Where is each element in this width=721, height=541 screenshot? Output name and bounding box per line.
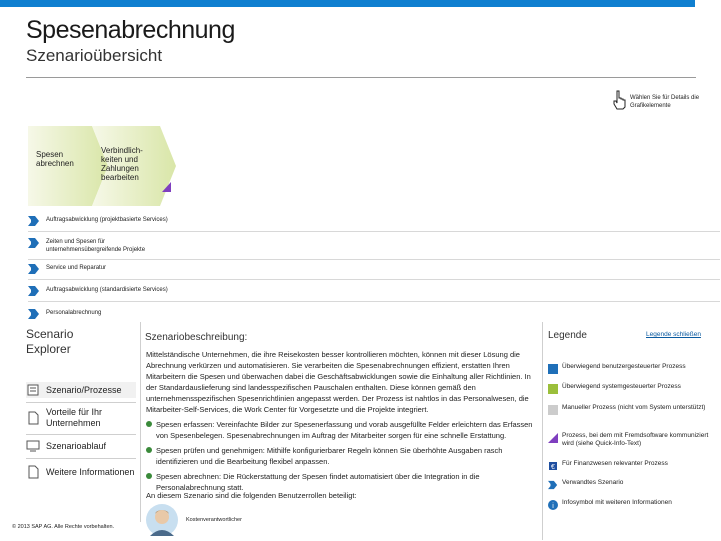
top-accent-bar [0, 0, 695, 7]
avatar[interactable] [146, 504, 178, 536]
screen-icon [26, 439, 40, 453]
roles-intro: An diesem Szenario sind die folgenden Benutzerrollen beteiligt: [146, 491, 357, 500]
nav-divider [26, 402, 136, 403]
document-icon [26, 465, 40, 479]
legend-title: Legende [548, 330, 587, 341]
legend-item [548, 383, 720, 394]
svg-text:i: i [552, 503, 554, 510]
legend-label: Überwiegend benutzergesteuerter Prozess [562, 363, 686, 370]
chevron-right-icon [28, 216, 40, 226]
description-bullet [146, 419, 540, 441]
legend-close-link[interactable]: Legende schließen [646, 331, 701, 338]
legend-item [548, 432, 720, 448]
legend-label: Für Finanzwesen relevanter Prozess [562, 460, 668, 467]
copyright: © 2013 SAP AG. Alle Rechte vorbehalten. [12, 524, 115, 530]
legend-label: Verwandtes Szenario [562, 479, 624, 486]
legend-item [548, 363, 720, 374]
legend-label: Prozess, bei dem mit Fremdsoftware kommuniziert wird (siehe Quick-Info-Text) [562, 432, 709, 447]
legend-item [548, 479, 720, 490]
chevron-right-icon [28, 238, 40, 248]
chevron-right-icon [28, 286, 40, 296]
scenario-item[interactable] [28, 309, 101, 319]
chevron-right-icon [28, 309, 40, 319]
svg-text:€: € [551, 464, 555, 471]
bullet-icon [146, 473, 152, 479]
bullet-text: Spesen erfassen: Vereinfachte Bilder zur Spesenerfassung und vorab ausgefüllte Felder erleichtern das Erfassen von Spesenbelegen. Spesenabrechnungen im Auftrag der Mitarbeiter sorgen für eine schnelle Erstattung. [156, 420, 533, 440]
legend-label: Manueller Prozess (nicht vom System unterstützt) [562, 404, 706, 411]
scenario-divider [28, 231, 720, 232]
legend-swatch [548, 384, 558, 394]
description-bullet [146, 471, 540, 493]
nav-divider [26, 434, 136, 435]
person-icon [146, 504, 178, 536]
process-step-label-1: Spesen abrechnen [36, 150, 74, 168]
bullet-text: Spesen abrechnen: Die Rückerstattung der Spesen findet automatisiert über die Integration in die Personalabrechnung statt. [156, 472, 480, 492]
scenario-item[interactable] [28, 216, 168, 226]
finance-icon [548, 461, 558, 471]
nav-divider [26, 458, 136, 459]
nav-item-flow[interactable] [26, 439, 136, 453]
legend-item [548, 460, 720, 471]
legend-label: Überwiegend systemgesteuerter Prozess [562, 383, 681, 390]
scenario-item[interactable] [28, 264, 106, 274]
legend-item [548, 404, 720, 415]
scenario-divider [28, 301, 720, 302]
nav-label: Weitere Informationen [46, 466, 135, 477]
process-flow [28, 126, 218, 206]
hint-box [612, 90, 712, 110]
scenario-label: Service und Reparatur [46, 265, 107, 271]
nav-item-more-info[interactable] [26, 465, 136, 479]
legend-swatch [548, 405, 558, 415]
scenario-item[interactable] [28, 238, 176, 254]
scenario-divider [28, 259, 720, 260]
nav-item-scenario-processes[interactable] [26, 382, 136, 398]
legend-label: Infosymbol mit weiteren Informationen [562, 499, 672, 506]
process-step-label-2: Verbindlich-keiten und Zahlungen bearbeiten [101, 146, 143, 182]
description-label: Szenariobeschreibung: [145, 332, 248, 343]
scenario-divider [28, 279, 720, 280]
document-icon [26, 411, 40, 425]
chevron-right-icon [548, 480, 558, 490]
scenario-item[interactable] [28, 286, 168, 296]
hand-pointer-icon [612, 90, 626, 110]
info-icon [548, 500, 558, 510]
bullet-icon [146, 447, 152, 453]
legend-swatch [548, 364, 558, 374]
role-name: Kostenverantwortlicher [186, 517, 242, 523]
nav-item-benefits[interactable] [26, 406, 136, 430]
scenario-label: Personalabrechnung [46, 310, 102, 316]
description-intro: Mittelständische Unternehmen, die ihre Reisekosten besser kontrollieren möchten, können mit dieser Lösung die Abrechnung verkürzen und automatisieren. Sie verarbeiten die Spesenabrechnungen effizient, erstatten Ihren Mitarbeitern die Spesen und überwachen dabei die Geschäftsabwicklungen sowie die Einhaltung aller Richtlinien. In der Standardauslieferung sind landesspezifischen Pauschalen enthalten. Diese können gemäß den unternehmensspezifischen Spesenrichtlinien angepasst werden. Der Prozess ist nahtlos in das Personalwesen, die Mitarbeiter-Self-Services, die Work Center für Vorgesetzte und die Projekte integriert. [146, 350, 531, 414]
description-bullet [146, 445, 540, 467]
bullet-icon [146, 421, 152, 427]
description-body [146, 349, 540, 492]
bullet-text: Spesen prüfen und genehmigen: Mithilfe konfigurierbarer Regeln können Sie überhöhte Ausgaben rasch identifizieren und die Bearbeitung flexibel anpassen. [156, 446, 503, 466]
hint-text: Wählen Sie für Details die Grafikelemente [630, 95, 700, 109]
purple-triangle-icon [548, 433, 558, 443]
list-icon [26, 383, 40, 397]
scenario-label: Zeiten und Spesen für unternehmensübergreifende Projekte [46, 239, 146, 253]
scenario-label: Auftragsabwicklung (standardisierte Services) [46, 287, 168, 293]
explorer-title: Scenario Explorer [26, 327, 74, 356]
page-title: Spesenabrechnung [26, 16, 235, 44]
legend-item [548, 499, 720, 510]
chevron-right-icon [28, 264, 40, 274]
page-subtitle: Szenarioübersicht [26, 46, 163, 65]
nav-label: Szenarioablauf [46, 440, 107, 451]
nav-label: Szenario/Prozesse [46, 384, 122, 395]
scenario-label: Auftragsabwicklung (projektbasierte Services) [46, 217, 168, 223]
title-divider [26, 77, 696, 78]
nav-label: Vorteile für Ihr Unternehmen [46, 407, 103, 428]
